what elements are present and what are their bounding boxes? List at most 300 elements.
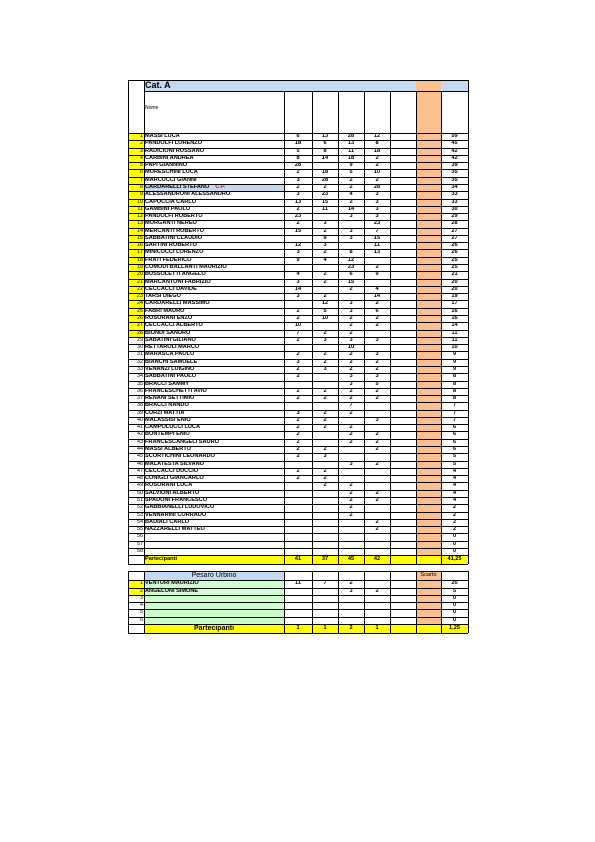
race-score: 2: [296, 467, 300, 474]
race-score: [284, 497, 312, 504]
row-number: 36: [137, 387, 143, 394]
row-number: 56: [137, 533, 143, 540]
grid-line: [284, 571, 285, 633]
race-score: 2: [349, 183, 353, 190]
total-score: 26: [451, 242, 458, 249]
athlete-name: FRANCESCHETTI AVIO: [145, 387, 207, 394]
race-score: 4: [375, 285, 379, 292]
athlete-name: SABATINI GILIANO: [145, 336, 196, 343]
total-score: 25: [451, 256, 458, 263]
athlete-name: CECCACCI ALBERTO: [145, 322, 203, 329]
grid-line: [128, 315, 468, 316]
race-score: [312, 373, 338, 380]
total-score: 5: [452, 587, 457, 594]
race-score: 2: [323, 475, 327, 482]
athlete-name: MARASCA PAOLO: [145, 351, 195, 358]
race-score: 6: [323, 140, 327, 147]
race-score: 2: [323, 446, 327, 453]
race-score: [284, 381, 312, 388]
grid-line: [128, 410, 468, 411]
grid-line: [144, 80, 145, 564]
athlete-name: PANDOLFI ROBERTO: [145, 213, 203, 220]
race-score: [364, 453, 390, 460]
grid-line: [390, 571, 391, 633]
athlete-name: BIANCHI SAMUELE: [145, 358, 198, 365]
athlete-name: BADIALI CARLO: [145, 518, 190, 525]
partecipanti-label: Partecipanti: [193, 624, 235, 632]
grid-line: [128, 633, 468, 634]
race-score: 3: [375, 198, 379, 205]
race-score: 2: [375, 587, 379, 594]
row-number: 18: [128, 257, 144, 264]
athlete-name: [144, 602, 284, 609]
grid-line: [128, 595, 468, 596]
race-score: 15: [347, 278, 355, 285]
grid-line: [128, 571, 468, 572]
race-score: 11: [295, 580, 301, 587]
grid-line: [468, 80, 469, 91]
row-number: 4: [140, 602, 143, 609]
race-score: 23: [347, 264, 355, 271]
race-score: 2: [296, 438, 300, 445]
grid-line: [128, 439, 468, 440]
race-score: 4: [323, 256, 327, 263]
race-score: [284, 512, 312, 519]
grid-line: [128, 140, 468, 141]
total-score: 5: [452, 460, 457, 467]
total-score: 59: [451, 133, 458, 139]
race-score: [338, 609, 364, 616]
race-score: 2: [296, 416, 300, 423]
total-score: 0: [452, 533, 457, 540]
row-number: 57: [137, 540, 143, 547]
race-score: 2: [323, 387, 327, 394]
race-score: 3: [323, 365, 327, 372]
race-score: 3: [375, 416, 379, 423]
grid-line: [128, 504, 468, 505]
grid-line: [128, 617, 468, 618]
total-score: 16: [451, 307, 458, 314]
row-number: 39: [137, 409, 143, 416]
grid-line: [128, 609, 468, 610]
grid-line: [128, 555, 468, 556]
race-score: 18: [373, 147, 381, 154]
total-score: 8: [452, 373, 457, 380]
athlete-name: MORESCHINI LUCA: [145, 169, 198, 176]
race-score: 8: [349, 249, 353, 256]
grid-line: [128, 308, 468, 309]
race-score: 18: [321, 169, 329, 176]
total-score: 7: [452, 409, 457, 416]
race-score: 2: [296, 315, 300, 321]
grid-line: [128, 533, 468, 534]
race-score: [312, 402, 338, 409]
race-score: 11: [322, 205, 328, 212]
grid-line: [128, 424, 468, 425]
athlete-name: SABBATINI CLAUDIO: [145, 234, 203, 241]
total-score: 4: [452, 489, 457, 496]
section-title: Pesaro Urbino: [144, 571, 284, 580]
total-score: 4: [452, 475, 457, 482]
race-score: 3: [349, 460, 353, 467]
race-score: 3: [349, 336, 353, 343]
grid-line: [128, 228, 468, 229]
total-score: 14: [451, 322, 458, 329]
race-score: 23: [321, 191, 329, 198]
race-score: 2: [296, 205, 300, 212]
grid-line: [312, 571, 313, 633]
race-score: [312, 490, 338, 497]
row-number: 54: [137, 518, 143, 525]
row-number: 45: [137, 453, 143, 460]
row-number: 5: [128, 162, 144, 169]
race-score: 2: [296, 453, 300, 460]
grid-line: [128, 395, 468, 396]
race-score: 2: [349, 315, 353, 321]
athlete-name: BRACCI NANDO: [145, 402, 189, 409]
race-score: 2: [296, 395, 300, 402]
total-score: 0: [452, 602, 457, 609]
row-number: 30: [137, 344, 143, 351]
grid-line: [128, 286, 468, 287]
race-score: 2: [296, 475, 300, 482]
race-score: 13: [294, 198, 302, 205]
grid-line: [128, 461, 468, 462]
race-score: 15: [294, 227, 302, 234]
race-score: 18: [294, 140, 302, 147]
race-score: [284, 533, 312, 540]
race-score: 3: [349, 300, 353, 307]
race-score: 2: [349, 438, 353, 445]
race-score: 2: [296, 351, 300, 358]
row-number: 16: [128, 242, 144, 249]
grid-line: [364, 571, 365, 633]
grid-line: [128, 206, 468, 207]
race-score: 2: [349, 489, 353, 496]
athlete-name: ANGELONI SIMONE: [144, 588, 284, 595]
grid-line: [128, 373, 468, 374]
race-score: 2: [375, 489, 379, 496]
total-score: 8: [452, 395, 457, 402]
row-number: 17: [128, 249, 144, 256]
race-score: 6: [349, 271, 353, 278]
total-score: 4: [452, 482, 457, 489]
race-score: 3: [349, 307, 353, 314]
grid-line: [128, 475, 468, 476]
row-number: 28: [128, 330, 144, 337]
race-score: [338, 541, 364, 548]
grid-line: [128, 468, 468, 469]
athlete-name: ROSORANI ENZO: [145, 315, 193, 321]
grid-line: [128, 580, 468, 581]
athlete-name: RADICIONI ROSSANO: [145, 147, 205, 154]
total-score: 33: [451, 198, 458, 205]
race-score: 2: [323, 293, 327, 300]
race-score: 2: [375, 460, 379, 467]
race-score: [338, 446, 364, 453]
race-score: [338, 468, 364, 475]
total-score: 42: [451, 154, 458, 161]
total-score: 2: [452, 526, 457, 533]
athlete-name: CECCACCI DUCCIO: [145, 467, 199, 474]
grid-line: [128, 490, 468, 491]
race-score: 2: [375, 300, 379, 307]
race-score: [364, 475, 390, 482]
partecipanti-average: 1,25: [449, 624, 460, 631]
race-score: [312, 264, 338, 271]
grid-line: [128, 220, 468, 221]
race-score: 3: [296, 176, 300, 183]
grid-line: [128, 271, 468, 272]
race-score: 9: [349, 162, 353, 169]
race-score: 12: [321, 300, 329, 307]
race-score: [338, 595, 364, 602]
grid-line: [128, 155, 468, 156]
athlete-name: FABRI MAURO: [145, 307, 185, 314]
grid-line: [128, 351, 468, 352]
race-score: [364, 424, 390, 431]
race-score: 23: [294, 213, 302, 220]
race-score: [284, 609, 312, 616]
partecipanti-count: 42: [373, 556, 381, 563]
grid-line: [128, 162, 468, 163]
race-score: 2: [349, 424, 353, 431]
race-score: [364, 595, 390, 602]
row-number: 19: [128, 264, 144, 271]
race-score: 2: [375, 176, 379, 183]
grid-line: [128, 548, 468, 549]
race-score: 15: [321, 198, 329, 205]
row-number: 15: [128, 235, 144, 242]
race-score: 2: [349, 329, 353, 336]
athlete-name: MALATESTA SILVANO: [145, 460, 205, 467]
race-score: 2: [296, 220, 300, 227]
grid-line: [284, 91, 285, 564]
race-score: 2: [375, 358, 379, 365]
race-score: 2: [375, 395, 379, 402]
total-score: 20: [451, 278, 458, 285]
race-score: 2: [349, 198, 353, 205]
race-score: 14: [321, 154, 329, 161]
race-score: 2: [296, 307, 300, 314]
race-score: 3: [296, 293, 300, 300]
race-score: 2: [296, 446, 300, 453]
race-score: 28: [294, 162, 302, 169]
athlete-name: [144, 617, 284, 624]
race-score: 3: [349, 227, 353, 234]
race-score: [338, 548, 364, 555]
total-score: 20: [451, 580, 458, 587]
race-score: 10: [347, 344, 355, 351]
grid-line: [128, 482, 468, 483]
total-score: 6: [452, 446, 457, 453]
race-score: 3: [323, 220, 327, 227]
grid-line: [128, 322, 468, 323]
race-score: 2: [323, 416, 327, 423]
row-number: 26: [128, 315, 144, 322]
grid-line: [468, 91, 469, 564]
grid-line: [128, 293, 468, 294]
athlete-name: MASSI LUCA: [145, 133, 180, 139]
race-score: 10: [321, 315, 329, 321]
race-score: [284, 461, 312, 468]
race-score: [364, 410, 390, 417]
athlete-name: FRANCESCANGELI SAURO: [145, 438, 219, 445]
grid-line: [128, 402, 468, 403]
row-number: 11: [128, 206, 144, 213]
athlete-name: SPADONI FRANCESCO: [145, 497, 208, 503]
grid-line: [128, 602, 468, 603]
athlete-name: SCORTICHINI LEONARDO: [145, 453, 215, 460]
athlete-name: SALVIONI ALBERTO: [145, 489, 200, 496]
race-score: [312, 602, 338, 609]
total-score: 25: [451, 264, 458, 271]
race-score: 23: [373, 220, 381, 227]
race-score: 28: [347, 133, 355, 139]
total-score: 7: [452, 402, 457, 409]
race-score: 3: [375, 351, 379, 358]
race-score: 2: [375, 315, 379, 321]
race-score: 2: [323, 358, 327, 365]
grid-line: [128, 588, 468, 589]
race-score: [364, 512, 390, 519]
race-score: [364, 468, 390, 475]
grid-line: [128, 624, 468, 625]
race-score: [284, 504, 312, 511]
race-score: [338, 617, 364, 624]
race-score: 2: [296, 169, 300, 176]
athlete-name: MORGANTI NEREO: [145, 220, 197, 227]
athlete-name: NAZZARELLI MATTEO: [145, 526, 205, 533]
row-number: 41: [137, 424, 143, 431]
athlete-name: MASSI ALBERTO: [145, 446, 191, 453]
race-score: 2: [323, 409, 327, 416]
row-number: 25: [128, 308, 144, 315]
race-score: [364, 344, 390, 351]
race-score: 11: [348, 147, 354, 154]
total-score: 35: [451, 176, 458, 183]
race-score: 2: [323, 351, 327, 358]
row-number: 2: [128, 588, 144, 595]
grid-line: [128, 148, 468, 149]
grid-line: [128, 257, 468, 258]
row-number: 49: [137, 482, 143, 489]
race-score: 2: [349, 482, 353, 489]
total-score: 20: [451, 285, 458, 292]
row-number: 51: [137, 497, 143, 503]
grid-line: [128, 80, 129, 564]
race-score: 2: [323, 329, 327, 336]
race-score: 3: [349, 380, 353, 387]
grid-line: [416, 91, 417, 564]
race-score: [312, 588, 338, 595]
race-score: 5: [323, 307, 327, 314]
race-score: 9: [375, 271, 379, 278]
row-number: 9: [128, 191, 144, 198]
race-score: 2: [375, 446, 379, 453]
race-score: [338, 519, 364, 526]
race-score: [364, 541, 390, 548]
race-score: 4: [349, 191, 353, 198]
cp-tag: C.P.: [215, 183, 226, 190]
race-score: 3: [375, 336, 379, 343]
race-score: 2: [323, 278, 327, 285]
race-score: 3: [375, 373, 379, 380]
race-score: 3: [296, 278, 300, 285]
race-score: [312, 504, 338, 511]
race-score: 3: [296, 191, 300, 198]
race-score: [312, 541, 338, 548]
row-number: 6: [140, 616, 143, 623]
race-score: [338, 602, 364, 609]
race-score: 18: [347, 154, 355, 161]
row-number: 6: [128, 169, 144, 176]
race-score: [284, 617, 312, 624]
athlete-name: PANDOLFI LORENZO: [145, 140, 203, 147]
total-score: 42: [451, 147, 458, 154]
race-score: 2: [323, 395, 327, 402]
row-number: 21: [128, 279, 144, 286]
grid-line: [128, 177, 468, 178]
total-score: 2: [452, 504, 457, 511]
race-score: [312, 609, 338, 616]
race-score: 9: [323, 234, 327, 241]
grid-line: [468, 571, 469, 633]
race-score: 2: [375, 162, 379, 169]
race-score: 4: [296, 271, 300, 278]
row-number: 50: [137, 489, 143, 496]
athlete-name: CAPOCCIA CARLO: [145, 198, 197, 205]
race-score: 11: [374, 242, 380, 249]
athlete-name: TARSI DIEGO: [145, 293, 181, 300]
total-score: 34: [451, 183, 458, 190]
race-score: 2: [296, 336, 300, 343]
race-score: 8: [375, 140, 379, 147]
total-score: 11: [451, 336, 458, 343]
partecipanti-count: 1: [323, 624, 327, 631]
total-score: 9: [452, 351, 457, 358]
race-score: [312, 431, 338, 438]
race-score: 2: [323, 183, 327, 190]
grid-line: [128, 191, 468, 192]
race-score: 12: [373, 133, 381, 139]
row-number: 5: [140, 609, 143, 616]
race-score: [284, 300, 312, 307]
race-score: 6: [375, 307, 379, 314]
row-number: 42: [137, 431, 143, 438]
race-score: 2: [323, 467, 327, 474]
row-number: 43: [137, 438, 143, 445]
grid-line: [128, 359, 468, 360]
partecipanti-average: 41,25: [447, 556, 462, 563]
grid-line: [128, 431, 468, 432]
row-number: 3: [128, 148, 144, 155]
race-score: 2: [349, 504, 353, 511]
race-score: [312, 497, 338, 504]
total-score: 9: [452, 365, 457, 372]
grid-line: [338, 571, 339, 633]
race-score: [364, 279, 390, 286]
athlete-name: CONIGLI GIANCARLO: [145, 475, 204, 482]
race-score: 8: [323, 147, 327, 154]
grid-line: [128, 133, 468, 134]
race-score: [364, 580, 390, 587]
athlete-name: MARCUCCI GIANNI: [145, 176, 197, 183]
total-score: 0: [452, 540, 457, 547]
total-score: 28: [451, 220, 458, 227]
race-score: 2: [349, 497, 353, 503]
total-score: 35: [451, 169, 458, 176]
